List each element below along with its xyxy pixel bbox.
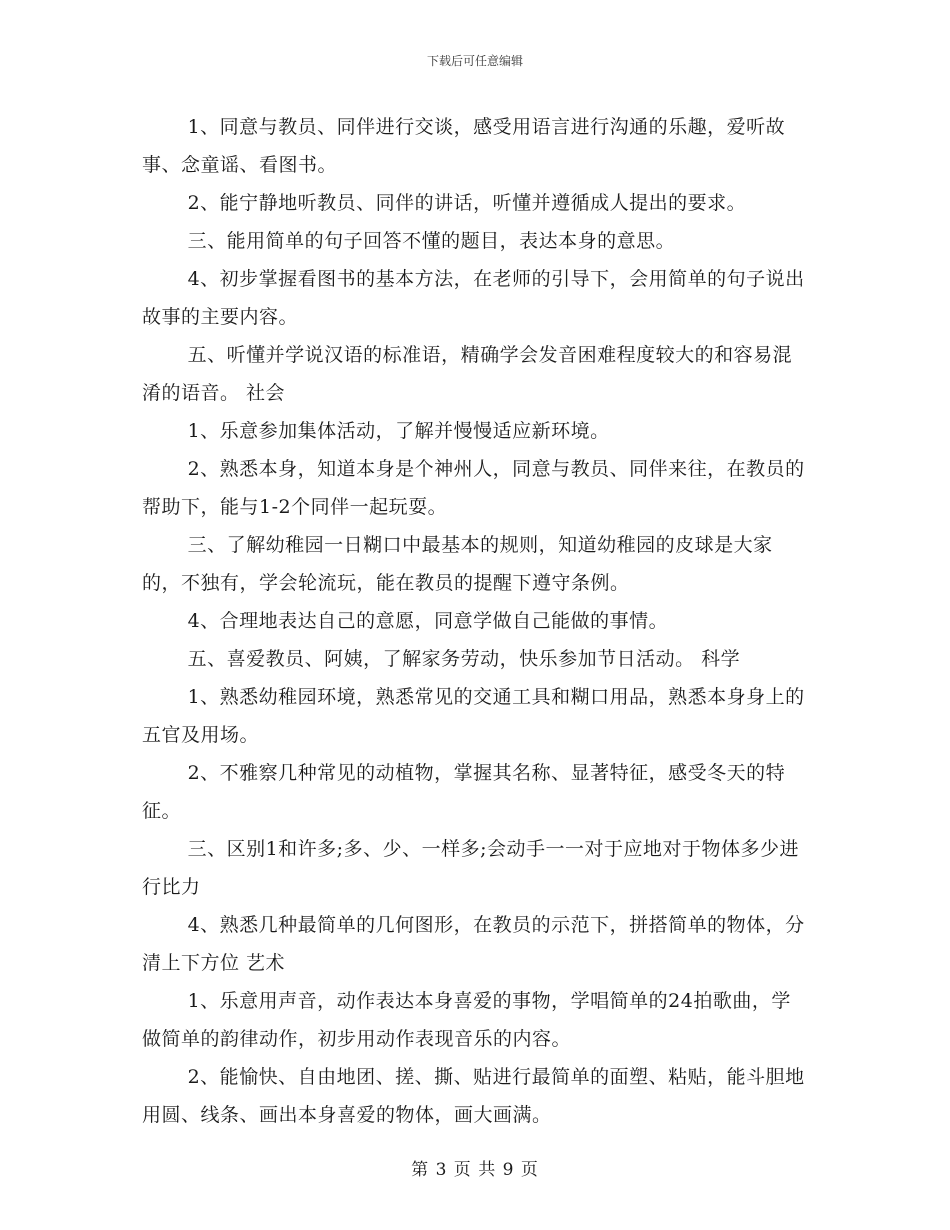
paragraph: 4、合理地表达自己的意愿，同意学做自己能做的事情。 <box>187 610 669 632</box>
paragraph: 五、听懂并学说汉语的标准语，精确学会发音困难程度较大的和容易混淆的语音。 社会 <box>142 344 793 404</box>
paragraph: 4、初步掌握看图书的基本方法，在老师的引导下，会用简单的句子说出故事的主要内容。 <box>142 268 805 328</box>
paragraph: 五、喜爱教员、阿姨，了解家务劳动，快乐参加节日活动。 科学 <box>187 648 741 670</box>
paragraph: 2、能愉快、自由地团、搓、撕、贴进行最简单的面塑、粘贴，能斗胆地用圆、线条、画出本身喜爱的物体，画大画满。 <box>142 1066 805 1126</box>
document-body <box>142 108 810 1134</box>
paragraph: 三、能用简单的句子回答不懂的题目，表达本身的意思。 <box>187 230 676 252</box>
paragraph: 2、不雅察几种常见的动植物，掌握其名称、显著特征，感受冬天的特征。 <box>142 762 786 822</box>
paragraph: 三、了解幼稚园一日糊口中最基本的规则，知道幼稚园的皮球是大家的，不独有，学会轮流玩，能在教员的提醒下遵守条例。 <box>142 534 773 594</box>
page-header: 下载后可任意编辑 <box>426 54 523 68</box>
paragraph: 4、熟悉几种最简单的几何图形，在教员的示范下，拼搭简单的物体，分清上下方位 艺术 <box>142 914 805 974</box>
page-number-footer: 第 3 页 共 9 页 <box>411 1160 539 1180</box>
paragraph: 三、区别1和许多;多、少、一样多;会动手一一对于应地对于物体多少进行比力 <box>142 838 799 898</box>
paragraph: 2、能宁静地听教员、同伴的讲话，听懂并遵循成人提出的要求。 <box>187 192 747 214</box>
paragraph: 1、同意与教员、同伴进行交谈，感受用语言进行沟通的乐趣，爱听故事、念童谣、看图书。 <box>142 116 786 176</box>
paragraph: 2、熟悉本身，知道本身是个神州人，同意与教员、同伴来往，在教员的帮助下，能与1-2个同伴一起玩耍。 <box>142 458 805 518</box>
paragraph: 1、熟悉幼稚园环境，熟悉常见的交通工具和糊口用品，熟悉本身身上的五官及用场。 <box>142 686 805 746</box>
paragraph: 1、乐意参加集体活动，了解并慢慢适应新环境。 <box>187 420 610 442</box>
paragraph: 1、乐意用声音，动作表达本身喜爱的事物，学唱简单的24拍歌曲，学做简单的韵律动作，初步用动作表现音乐的内容。 <box>142 990 791 1050</box>
